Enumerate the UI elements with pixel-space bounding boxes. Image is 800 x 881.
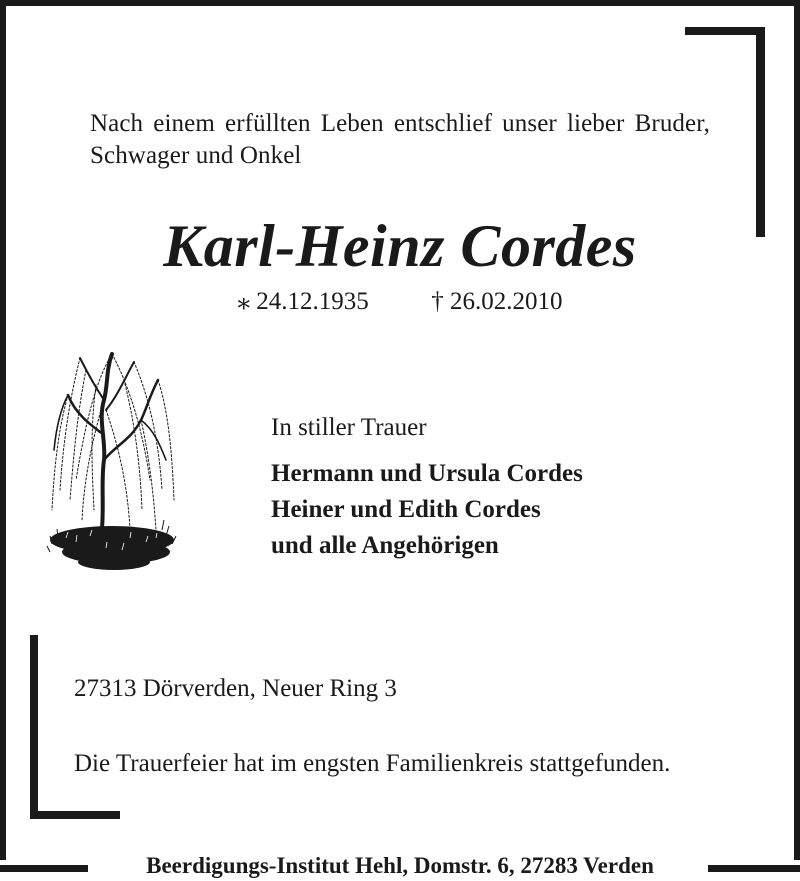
corner-bracket-top-right-vertical [756, 27, 765, 237]
death-date: 26.02.2010 [450, 288, 563, 315]
mourning-label: In stiller Trauer [271, 414, 427, 441]
frame-right-border [794, 0, 800, 860]
frame-top-border [0, 0, 800, 6]
intro-text: Nach einem erfüllten Leben entschlief unser lieber Bruder, Schwager und Onkel [90, 110, 710, 169]
life-dates [0, 286, 800, 316]
mourner-line: und alle Angehörigen [271, 532, 499, 559]
death-symbol: † [431, 288, 444, 315]
mourner-line: Heiner und Edith Cordes [271, 496, 541, 523]
frame-left-border [0, 0, 6, 860]
birth-symbol: ⁎ [237, 288, 250, 315]
weeping-willow-icon [46, 340, 182, 578]
deceased-name: Karl-Heinz Cordes [163, 213, 637, 279]
corner-bracket-bottom-left-horizontal [30, 811, 120, 819]
ceremony-note: Die Trauerfeier hat im engsten Familienkreis stattgefunden. [74, 750, 671, 777]
funeral-home-footer: Beerdigungs-Institut Hehl, Domstr. 6, 27283 Verden [146, 853, 654, 878]
corner-bracket-bottom-left [30, 635, 38, 819]
mourners-list [271, 456, 583, 564]
birth-date: 24.12.1935 [256, 288, 369, 315]
corner-bracket-top-right [685, 27, 765, 35]
family-address: 27313 Dörverden, Neuer Ring 3 [74, 675, 397, 702]
mourner-line: Hermann und Ursula Cordes [271, 460, 583, 487]
